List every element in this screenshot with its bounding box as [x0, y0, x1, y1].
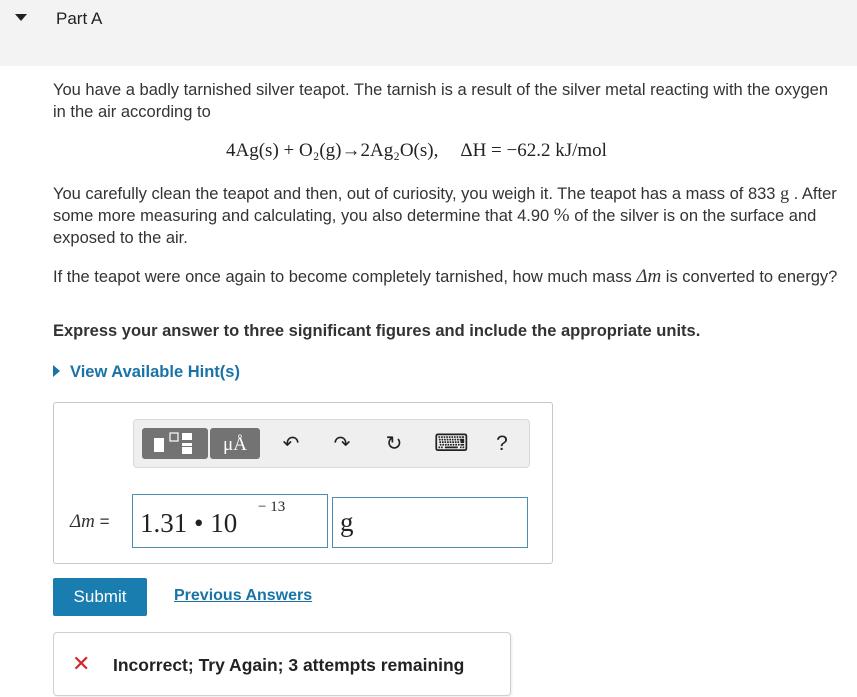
view-hints-link[interactable]	[53, 363, 240, 382]
value-input[interactable]	[132, 494, 328, 548]
feedback-box	[53, 632, 511, 696]
details-text-b: . After some more measuring and calculating, you also determine that 4.90	[53, 185, 837, 225]
details-text-c: of the silver is on the surface and exposed to the air.	[53, 207, 817, 247]
templates-icon	[142, 428, 208, 459]
question-text-b: is converted to energy?	[661, 268, 838, 286]
hint-link-label: View Available Hint(s)	[70, 363, 240, 381]
incorrect-x-icon: ✕	[72, 651, 91, 676]
collapse-triangle-icon[interactable]	[15, 14, 27, 21]
reset-icon[interactable]: ↻	[385, 433, 403, 455]
redo-icon[interactable]: ↷	[333, 433, 351, 455]
math-toolbar	[133, 419, 530, 468]
delta-m-symbol: Δm	[636, 266, 662, 287]
submit-button[interactable]: Submit	[53, 578, 147, 616]
units-button[interactable]: μÅ	[210, 428, 260, 459]
answer-equals: =	[94, 512, 110, 531]
expand-triangle-icon	[53, 365, 60, 377]
mass-unit: g	[780, 183, 790, 203]
reaction-equation	[226, 140, 607, 162]
undo-icon[interactable]: ↶	[282, 433, 300, 455]
feedback-message: Incorrect; Try Again; 3 attempts remaining	[113, 655, 465, 675]
part-header[interactable]	[0, 0, 857, 66]
unit-input[interactable]	[332, 497, 528, 548]
answer-label	[70, 511, 110, 533]
problem-details	[53, 182, 843, 249]
value-exponent: − 13	[258, 499, 286, 515]
help-icon[interactable]: ?	[496, 432, 508, 455]
unit-text: g	[340, 507, 354, 537]
enthalpy-text: ΔH = −62.2 kJ/mol	[460, 140, 607, 161]
previous-answers-link[interactable]: Previous Answers	[174, 587, 313, 604]
question-text-a: If the teapot were once again to become completely tarnished, how much mass	[53, 268, 637, 286]
answer-symbol: Δm	[70, 511, 95, 532]
percent-symbol: %	[553, 205, 570, 226]
equation-text: 4Ag(s) + O₂(g)→2Ag₂O(s),	[226, 140, 439, 161]
templates-button[interactable]	[142, 428, 208, 459]
answer-box	[53, 402, 553, 564]
value-text: 1.31 • 10	[140, 508, 238, 538]
answer-instruction: Express your answer to three significant figures and include the appropriate units.	[53, 322, 701, 340]
problem-question	[53, 266, 843, 288]
problem-intro: You have a badly tarnished silver teapot. The tarnish is a result of the silver metal reacting with the oxygen in the air according to	[53, 81, 829, 121]
part-title: Part A	[56, 9, 103, 28]
details-text-a: You carefully clean the teapot and then, out of curiosity, you weigh it. The teapot has a mass of 833	[53, 185, 781, 203]
keyboard-icon[interactable]: ⌨	[434, 430, 469, 457]
